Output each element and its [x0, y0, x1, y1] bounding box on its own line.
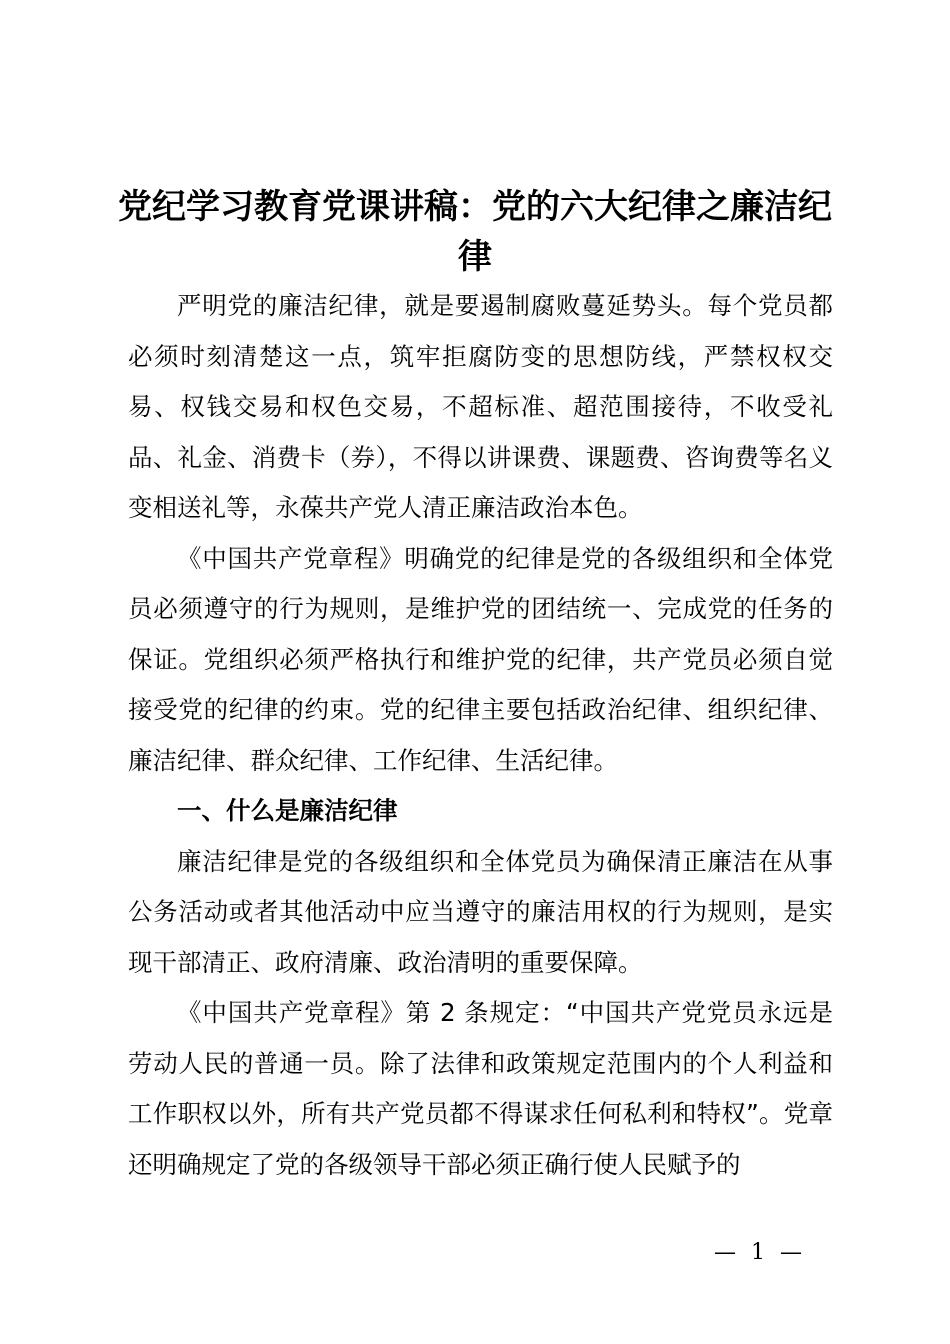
- document-body: [128, 281, 833, 1190]
- paragraph-2: 《中国共产党章程》明确党的纪律是党的各级组织和全体党员必须遵守的行为规则，是维护党的团结统一、完成党的任务的保证。党组织必须严格执行和维护党的纪律，共产党员必须自觉接受党的纪律的约束。党的纪律主要包括政治纪律、组织纪律、廉洁纪律、群众纪律、工作纪律、生活纪律。: [128, 543, 833, 775]
- paragraph-3: 廉洁纪律是党的各级组织和全体党员为确保清正廉洁在从事公务活动或者其他活动中应当遵守的廉洁用权的行为规则，是实现干部清正、政府清廉、政治清明的重要保障。: [128, 846, 833, 977]
- paragraph-4: 《中国共产党章程》第 2 条规定：“中国共产党党员永远是劳动人民的普通一员。除了法律和政策规定范围内的个人利益和工作职权以外，所有共产党员都不得谋求任何私利和特权”。党章还明确规定了党的各级领导干部必须正确行使人民赋予的: [128, 998, 833, 1179]
- document-title: 党纪学习教育党课讲稿：党的六大纪律之廉洁纪律: [118, 187, 832, 277]
- page-number: — 1 —: [714, 1240, 806, 1265]
- section-heading: 一、什么是廉洁纪律: [177, 796, 398, 825]
- paragraph-1: 严明党的廉洁纪律，就是要遏制腐败蔓延势头。每个党员都必须时刻清楚这一点，筑牢拒腐防变的思想防线，严禁权权交易、权钱交易和权色交易，不超标准、超范围接待，不收受礼品、礼金、消费卡（券），不得以讲课费、课题费、咨询费等名义变相送礼等，永葆共产党人清正廉洁政治本色。: [128, 291, 833, 522]
